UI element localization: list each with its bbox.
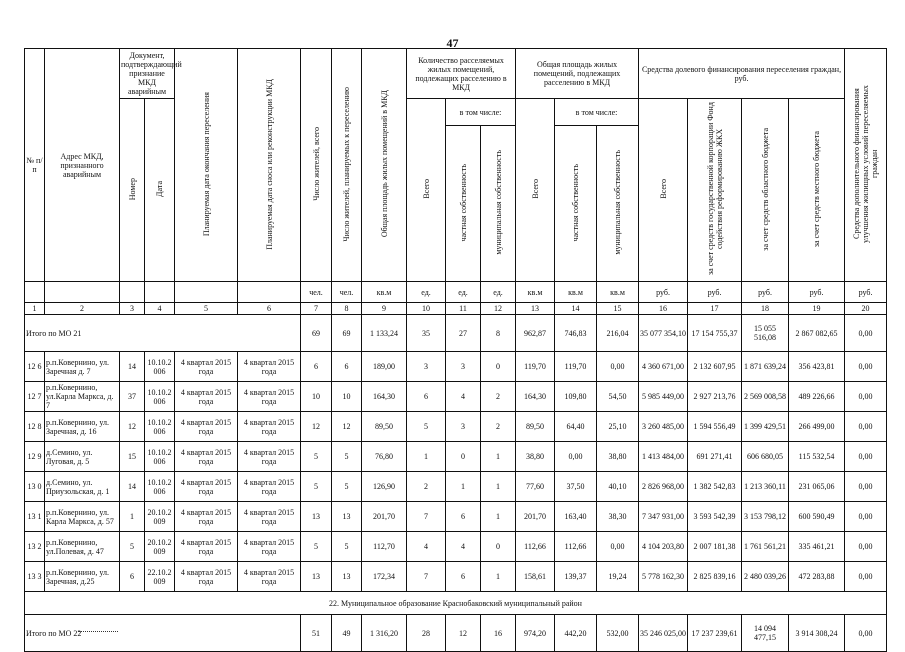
value-cell: 2 (481, 412, 516, 442)
value-cell: 6 (332, 352, 362, 382)
value-cell: 3 (446, 412, 481, 442)
value-cell: 164,30 (362, 382, 407, 412)
value-cell: 0,00 (845, 352, 887, 382)
column-number-cell: 4 (145, 303, 175, 315)
value-cell: 77,60 (516, 472, 555, 502)
demolish-date-cell: 4 квартал 2015 года (238, 502, 301, 532)
value-cell: 89,50 (362, 412, 407, 442)
total-label: Итого по МО 21 (25, 315, 301, 352)
value-cell: 172,34 (362, 562, 407, 592)
value-cell: 5 985 449,00 (639, 382, 688, 412)
header-extra: Средства дополнительного финансирования улучшения жилищных условий переселяемых граждан (845, 49, 887, 282)
resettle-date-cell: 4 квартал 2015 года (175, 532, 238, 562)
column-number-cell: 11 (446, 303, 481, 315)
column-number-cell: 16 (639, 303, 688, 315)
value-cell: 5 (301, 472, 332, 502)
value-cell: 201,70 (362, 502, 407, 532)
total-row-mo22 (25, 615, 887, 652)
demolish-date-cell: 4 квартал 2015 года (238, 442, 301, 472)
total-value-cell: 14 094 477,15 (742, 615, 789, 652)
resettle-date-cell: 4 квартал 2015 года (175, 382, 238, 412)
value-cell: 10 (301, 382, 332, 412)
column-number-cell: 10 (407, 303, 446, 315)
header-qty-incl: в том числе: (446, 99, 516, 126)
value-cell: 7 347 931,00 (639, 502, 688, 532)
value-cell: 1 (407, 442, 446, 472)
value-cell: 126,90 (362, 472, 407, 502)
value-cell: 1 213 360,11 (742, 472, 789, 502)
value-cell: 4 (407, 532, 446, 562)
total-value-cell: 35 077 354,10 (639, 315, 688, 352)
value-cell: 1 (446, 472, 481, 502)
resettlement-table (24, 48, 887, 652)
total-value-cell: 51 (301, 615, 332, 652)
unit-cell: руб. (742, 282, 789, 303)
value-cell: 0,00 (597, 352, 639, 382)
value-cell: 1 413 484,00 (639, 442, 688, 472)
value-cell: 1 399 429,51 (742, 412, 789, 442)
row-number-cell: 12 8 (25, 412, 45, 442)
total-value-cell: 35 (407, 315, 446, 352)
value-cell: 1 (481, 562, 516, 592)
value-cell: 1 382 542,83 (688, 472, 742, 502)
unit-cell: ед. (446, 282, 481, 303)
value-cell: 0 (481, 532, 516, 562)
header-document: Документ, подтверждающий признание МКД аварийным (120, 49, 175, 99)
value-cell: 13 (301, 562, 332, 592)
value-cell: 139,37 (555, 562, 597, 592)
value-cell: 13 (332, 502, 362, 532)
total-value-cell: 974,20 (516, 615, 555, 652)
demolish-date-cell: 4 квартал 2015 года (238, 562, 301, 592)
total-value-cell: 3 914 308,24 (789, 615, 845, 652)
column-number-cell: 13 (516, 303, 555, 315)
column-number-cell: 6 (238, 303, 301, 315)
total-value-cell: 1 133,24 (362, 315, 407, 352)
total-value-cell: 746,83 (555, 315, 597, 352)
value-cell: 0,00 (845, 532, 887, 562)
doc-date-cell: 10.10.2 006 (145, 382, 175, 412)
value-cell: 2 (481, 382, 516, 412)
row-number-cell: 13 1 (25, 502, 45, 532)
value-cell: 0,00 (555, 442, 597, 472)
table-row (25, 472, 887, 502)
total-value-cell: 0,00 (845, 315, 887, 352)
value-cell: 163,40 (555, 502, 597, 532)
value-cell: 4 (446, 532, 481, 562)
doc-date-cell: 20.10.2 009 (145, 502, 175, 532)
value-cell: 64,40 (555, 412, 597, 442)
doc-number-cell: 12 (120, 412, 145, 442)
header-area-total: Всего (516, 99, 555, 282)
header-planned-resettle: Планируемая дата окончания переселения (175, 49, 238, 282)
value-cell: 5 (332, 472, 362, 502)
unit-cell: кв.м (555, 282, 597, 303)
column-number-cell: 20 (845, 303, 887, 315)
unit-cell: руб. (845, 282, 887, 303)
value-cell: 4 (446, 382, 481, 412)
total-value-cell: 12 (446, 615, 481, 652)
address-cell: р.п.Ковернино, ул. Карла Маркса, д. 57 (45, 502, 120, 532)
row-number-cell: 13 3 (25, 562, 45, 592)
header-qty-total: Всего (407, 99, 446, 282)
column-number-cell: 14 (555, 303, 597, 315)
value-cell: 3 (407, 352, 446, 382)
value-cell: 2 927 213,76 (688, 382, 742, 412)
value-cell: 12 (332, 412, 362, 442)
total-value-cell: 216,04 (597, 315, 639, 352)
value-cell: 2 480 039,26 (742, 562, 789, 592)
value-cell: 231 065,06 (789, 472, 845, 502)
doc-number-cell: 5 (120, 532, 145, 562)
column-number-cell: 15 (597, 303, 639, 315)
value-cell: 1 871 639,24 (742, 352, 789, 382)
value-cell: 76,80 (362, 442, 407, 472)
header-area-group: Общая площадь жилых помещений, подлежащих расселению в МКД (516, 49, 639, 99)
column-number-row (25, 303, 887, 315)
value-cell: 0,00 (597, 532, 639, 562)
value-cell: 189,00 (362, 352, 407, 382)
value-cell: 112,66 (555, 532, 597, 562)
value-cell: 0 (481, 352, 516, 382)
column-number-cell: 2 (45, 303, 120, 315)
unit-cell: кв.м (597, 282, 639, 303)
table-row (25, 442, 887, 472)
column-number-cell: 3 (120, 303, 145, 315)
value-cell: 356 423,81 (789, 352, 845, 382)
value-cell: 6 (407, 382, 446, 412)
address-cell: р.п.Ковернино, ул.Карла Маркса, д. 7 (45, 382, 120, 412)
doc-number-cell: 15 (120, 442, 145, 472)
footnote-line (78, 631, 118, 632)
total-value-cell: 442,20 (555, 615, 597, 652)
header-qty-private: частная собственность (446, 126, 481, 282)
total-value-cell: 28 (407, 615, 446, 652)
value-cell: 0,00 (845, 562, 887, 592)
table-row (25, 532, 887, 562)
units-row (25, 282, 887, 303)
value-cell: 2 826 968,00 (639, 472, 688, 502)
total-value-cell: 1 316,20 (362, 615, 407, 652)
total-value-cell: 532,00 (597, 615, 639, 652)
doc-date-cell: 22.10.2 009 (145, 562, 175, 592)
row-number-cell: 12 7 (25, 382, 45, 412)
value-cell: 7 (407, 562, 446, 592)
demolish-date-cell: 4 квартал 2015 года (238, 412, 301, 442)
value-cell: 2 (407, 472, 446, 502)
row-number-cell: 13 0 (25, 472, 45, 502)
demolish-date-cell: 4 квартал 2015 года (238, 352, 301, 382)
header-no: № п/ п (25, 49, 45, 282)
unit-cell: кв.м (516, 282, 555, 303)
header-total-area: Общая площадь жилых помещений в МКД (362, 49, 407, 282)
value-cell: 119,70 (516, 352, 555, 382)
header-doc-date: Дата (145, 99, 175, 282)
table-row (25, 382, 887, 412)
value-cell: 158,61 (516, 562, 555, 592)
demolish-date-cell: 4 квартал 2015 года (238, 472, 301, 502)
value-cell: 1 (481, 502, 516, 532)
resettle-date-cell: 4 квартал 2015 года (175, 472, 238, 502)
value-cell: 12 (301, 412, 332, 442)
resettle-date-cell: 4 квартал 2015 года (175, 412, 238, 442)
value-cell: 19,24 (597, 562, 639, 592)
header-address: Адрес МКД, признанного аварийным (45, 49, 120, 282)
total-value-cell: 35 246 025,00 (639, 615, 688, 652)
demolish-date-cell: 4 квартал 2015 года (238, 382, 301, 412)
value-cell: 4 104 203,80 (639, 532, 688, 562)
value-cell: 1 (481, 472, 516, 502)
value-cell: 2 132 607,95 (688, 352, 742, 382)
doc-date-cell: 10.10.2 006 (145, 472, 175, 502)
header-fin-total: Всего (639, 99, 688, 282)
value-cell: 3 153 798,12 (742, 502, 789, 532)
unit-cell: чел. (332, 282, 362, 303)
value-cell: 5 778 162,30 (639, 562, 688, 592)
value-cell: 5 (332, 532, 362, 562)
total-value-cell: 69 (301, 315, 332, 352)
address-cell: д.Семино, ул. Луговая, д. 5 (45, 442, 120, 472)
address-cell: р.п.Ковернино, ул.Полевая, д. 47 (45, 532, 120, 562)
total-row-mo21 (25, 315, 887, 352)
header-row-sub (25, 99, 887, 126)
value-cell: 1 761 561,21 (742, 532, 789, 562)
demolish-date-cell: 4 квартал 2015 года (238, 532, 301, 562)
header-area-municipal: муниципальная собственность (597, 126, 639, 282)
header-residents-planned: Число жителей, планируемых к переселению (332, 49, 362, 282)
total-value-cell: 15 055 516,08 (742, 315, 789, 352)
value-cell: 112,70 (362, 532, 407, 562)
column-number-cell: 19 (789, 303, 845, 315)
total-value-cell: 17 237 239,61 (688, 615, 742, 652)
row-number-cell: 12 6 (25, 352, 45, 382)
value-cell: 691 271,41 (688, 442, 742, 472)
value-cell: 112,66 (516, 532, 555, 562)
value-cell: 5 (301, 532, 332, 562)
value-cell: 6 (446, 502, 481, 532)
header-planned-demolish: Планируемая дата сноса или реконструкции МКД (238, 49, 301, 282)
value-cell: 115 532,54 (789, 442, 845, 472)
resettle-date-cell: 4 квартал 2015 года (175, 502, 238, 532)
header-row-top (25, 49, 887, 99)
value-cell: 0,00 (845, 382, 887, 412)
header-finance-group: Средства долевого финансирования переселения граждан, руб. (639, 49, 845, 99)
header-fin-local: за счет средств местного бюджета (789, 99, 845, 282)
header-area-incl: в том числе: (555, 99, 639, 126)
doc-number-cell: 6 (120, 562, 145, 592)
doc-date-cell: 20.10.2 009 (145, 532, 175, 562)
value-cell: 7 (407, 502, 446, 532)
value-cell: 335 461,21 (789, 532, 845, 562)
column-number-cell: 5 (175, 303, 238, 315)
header-doc-number: Номер (120, 99, 145, 282)
value-cell: 164,30 (516, 382, 555, 412)
header-qty-group: Количество расселяемых жилых помещений, подлежащих расселению в МКД (407, 49, 516, 99)
address-cell: р.п.Ковернино, ул. Заречная, д.25 (45, 562, 120, 592)
unit-cell: руб. (789, 282, 845, 303)
doc-number-cell: 37 (120, 382, 145, 412)
value-cell: 489 226,66 (789, 382, 845, 412)
table-row (25, 562, 887, 592)
doc-date-cell: 10.10.2 006 (145, 412, 175, 442)
address-cell: р.п.Ковернино, ул. Заречная д. 7 (45, 352, 120, 382)
total-value-cell: 962,87 (516, 315, 555, 352)
doc-number-cell: 1 (120, 502, 145, 532)
value-cell: 109,80 (555, 382, 597, 412)
row-number-cell: 13 2 (25, 532, 45, 562)
section-title: 22. Муниципальное образование Краснобаковский муниципальный район (25, 592, 887, 615)
value-cell: 606 680,05 (742, 442, 789, 472)
unit-cell: руб. (639, 282, 688, 303)
value-cell: 25,10 (597, 412, 639, 442)
header-residents-total: Число жителей, всего (301, 49, 332, 282)
total-value-cell: 0,00 (845, 615, 887, 652)
value-cell: 6 (446, 562, 481, 592)
total-value-cell: 49 (332, 615, 362, 652)
resettle-date-cell: 4 квартал 2015 года (175, 352, 238, 382)
total-value-cell: 27 (446, 315, 481, 352)
value-cell: 4 360 671,00 (639, 352, 688, 382)
total-value-cell: 69 (332, 315, 362, 352)
value-cell: 119,70 (555, 352, 597, 382)
doc-number-cell: 14 (120, 472, 145, 502)
doc-date-cell: 10.10.2 006 (145, 352, 175, 382)
value-cell: 3 260 485,00 (639, 412, 688, 442)
unit-cell: кв.м (362, 282, 407, 303)
value-cell: 5 (332, 442, 362, 472)
value-cell: 89,50 (516, 412, 555, 442)
unit-cell: чел. (301, 282, 332, 303)
value-cell: 0,00 (845, 472, 887, 502)
value-cell: 38,80 (516, 442, 555, 472)
header-fin-regional: за счет средств областного бюджета (742, 99, 789, 282)
value-cell: 1 594 556,49 (688, 412, 742, 442)
value-cell: 0,00 (845, 442, 887, 472)
value-cell: 0,00 (845, 502, 887, 532)
value-cell: 0,00 (845, 412, 887, 442)
unit-cell: ед. (481, 282, 516, 303)
total-value-cell: 2 867 082,65 (789, 315, 845, 352)
header-fin-fund: за счет средств государственной корпорации Фонд содействия реформированию ЖКХ (688, 99, 742, 282)
value-cell: 472 283,88 (789, 562, 845, 592)
doc-date-cell: 10.10.2 006 (145, 442, 175, 472)
value-cell: 40,10 (597, 472, 639, 502)
address-cell: р.п.Ковернино, ул. Заречная, д. 16 (45, 412, 120, 442)
value-cell: 3 593 542,39 (688, 502, 742, 532)
total-label: Итого по МО 22 (25, 615, 301, 652)
value-cell: 5 (407, 412, 446, 442)
table-row (25, 352, 887, 382)
value-cell: 38,30 (597, 502, 639, 532)
value-cell: 0 (446, 442, 481, 472)
value-cell: 266 499,00 (789, 412, 845, 442)
value-cell: 2 007 181,38 (688, 532, 742, 562)
row-number-cell: 12 9 (25, 442, 45, 472)
section-row-mo22 (25, 592, 887, 615)
value-cell: 37,50 (555, 472, 597, 502)
value-cell: 54,50 (597, 382, 639, 412)
total-value-cell: 17 154 755,37 (688, 315, 742, 352)
value-cell: 1 (481, 442, 516, 472)
total-value-cell: 16 (481, 615, 516, 652)
column-number-cell: 17 (688, 303, 742, 315)
value-cell: 2 569 008,58 (742, 382, 789, 412)
header-area-private: частная собственность (555, 126, 597, 282)
column-number-cell: 7 (301, 303, 332, 315)
column-number-cell: 8 (332, 303, 362, 315)
unit-cell: руб. (688, 282, 742, 303)
value-cell: 5 (301, 442, 332, 472)
value-cell: 3 (446, 352, 481, 382)
value-cell: 38,80 (597, 442, 639, 472)
value-cell: 201,70 (516, 502, 555, 532)
table-row (25, 502, 887, 532)
header-qty-municipal: муниципальная собственность (481, 126, 516, 282)
doc-number-cell: 14 (120, 352, 145, 382)
table-row (25, 412, 887, 442)
value-cell: 600 590,49 (789, 502, 845, 532)
unit-cell: ед. (407, 282, 446, 303)
address-cell: д.Семино, ул. Приузольская, д. 1 (45, 472, 120, 502)
total-value-cell: 8 (481, 315, 516, 352)
value-cell: 10 (332, 382, 362, 412)
column-number-cell: 9 (362, 303, 407, 315)
resettle-date-cell: 4 квартал 2015 года (175, 442, 238, 472)
value-cell: 13 (301, 502, 332, 532)
value-cell: 6 (301, 352, 332, 382)
value-cell: 2 825 839,16 (688, 562, 742, 592)
value-cell: 13 (332, 562, 362, 592)
column-number-cell: 18 (742, 303, 789, 315)
resettle-date-cell: 4 квартал 2015 года (175, 562, 238, 592)
page-number: 47 (446, 36, 459, 50)
column-number-cell: 1 (25, 303, 45, 315)
column-number-cell: 12 (481, 303, 516, 315)
